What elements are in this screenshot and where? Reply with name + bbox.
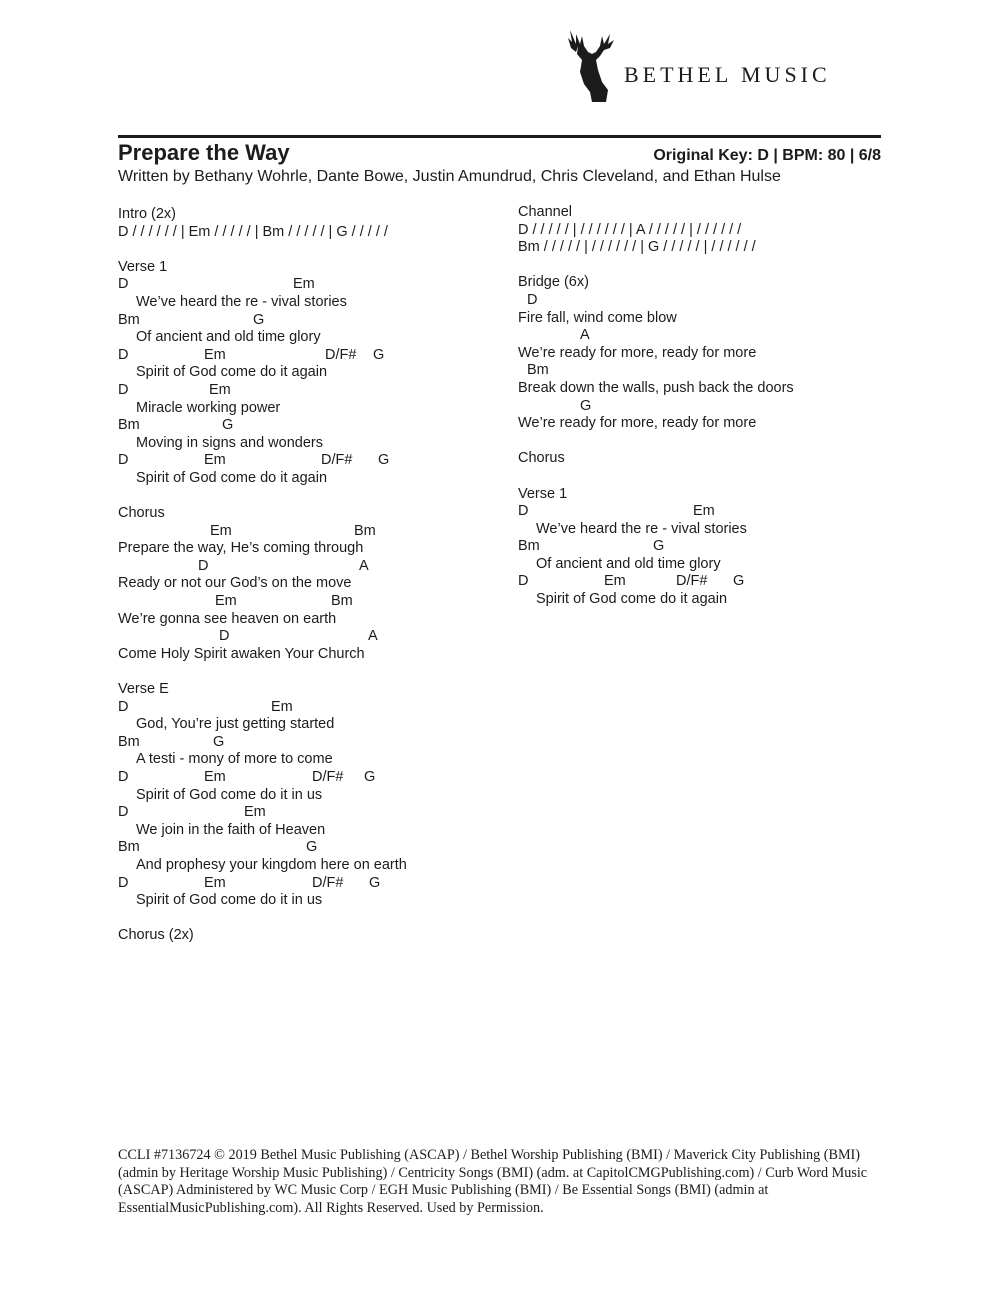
chord-row [118, 699, 508, 717]
chord: A [580, 327, 590, 344]
chord: D/F# [312, 874, 344, 891]
chord: Em [693, 503, 715, 520]
chord-row [118, 804, 508, 822]
section-title: Verse 1 [118, 258, 168, 275]
chord: D [118, 804, 129, 821]
chord-row [118, 417, 508, 435]
lyric-line: We’ve heard the re - vival stories [136, 293, 347, 310]
chord: Em [204, 346, 226, 363]
lyric-line: Spirit of God come do it in us [136, 892, 323, 909]
chord-row [118, 382, 508, 400]
stag-head-icon [562, 28, 616, 104]
chord: Em [210, 522, 232, 539]
chord: Bm [118, 733, 140, 750]
chord: Em [204, 452, 226, 469]
section-title: Bridge (6x) [518, 274, 589, 291]
chord: D [118, 769, 129, 785]
lyric-line: Fire fall, wind come blow [518, 309, 677, 326]
lyric-line: Of ancient and old time glory [536, 555, 721, 572]
chord-row [118, 734, 508, 752]
chord: Em [604, 573, 626, 590]
brand-wordmark: BETHEL MUSIC [624, 62, 831, 87]
chord-row [518, 503, 888, 521]
chord: G [580, 397, 592, 414]
chord: D [219, 628, 230, 645]
chord: D [118, 381, 129, 398]
chord: Em [204, 874, 226, 891]
chord: Em [215, 593, 237, 610]
chord-row [118, 839, 508, 857]
lyric-line: Spirit of God come do it again [136, 364, 328, 381]
chord-row [118, 769, 508, 787]
lyric-line: Spirit of God come do it again [136, 469, 328, 486]
chord: Em [204, 769, 226, 785]
chord: Em [293, 276, 315, 293]
chord: D [518, 573, 529, 590]
chord-row [518, 292, 888, 310]
chord-row [118, 628, 508, 646]
lyric-line: We’re gonna see heaven on earth [118, 610, 337, 627]
chord: D [527, 291, 538, 308]
channel-section [518, 204, 888, 257]
lyric-line: Ready or not our God’s on the move [118, 575, 352, 592]
chord: D [118, 276, 129, 293]
chord: D [198, 557, 209, 574]
lyric-line: We’re ready for more, ready for more [518, 415, 757, 432]
chorus-reference-section [518, 450, 888, 468]
chord: Bm [527, 362, 549, 379]
chord: D [518, 503, 529, 520]
song-writers: Written by Bethany Wohrle, Dante Bowe, Justin Amundrud, Chris Cleveland, and Ethan Hulse [118, 168, 781, 185]
chord-row [518, 327, 888, 345]
chord: A [368, 628, 378, 645]
chord: Bm [118, 311, 140, 328]
chord: D/F# [312, 769, 344, 785]
chord: D [118, 452, 129, 469]
lyric-line: Prepare the way, He’s coming through [118, 540, 364, 557]
section-title: Intro (2x) [118, 206, 177, 222]
chord-row [518, 538, 888, 556]
song-meta: Original Key: D | BPM: 80 | 6/8 [653, 147, 881, 164]
section-title: Verse E [118, 681, 169, 698]
chord-row [118, 452, 508, 470]
intro-chord-line: D / / / / / / | Em / / / / / | Bm / / / / / | G / / / / / [118, 223, 388, 240]
lyric-line: A testi - mony of more to come [136, 751, 333, 768]
chord: G [364, 769, 376, 785]
chord: G [733, 573, 745, 590]
bridge-section [518, 274, 888, 432]
lyric-line: We’ve heard the re - vival stories [536, 520, 747, 537]
section-title: Verse 1 [518, 485, 568, 502]
section-title: Chorus (2x) [118, 927, 194, 944]
chord: Em [271, 698, 293, 715]
chord: D/F# [321, 452, 353, 469]
chord: D [118, 346, 129, 363]
chord: Bm [354, 522, 376, 539]
chord: G [378, 452, 390, 469]
channel-chord-line: Bm / / / / / | / / / / / / | G / / / / / | / / / / / / [518, 239, 756, 256]
lyric-line: Spirit of God come do it again [536, 591, 728, 608]
channel-chord-line: D / / / / / | / / / / / / | A / / / / / | / / / / / / [518, 221, 742, 238]
lyric-line: Come Holy Spirit awaken Your Church [118, 645, 365, 662]
right-column [518, 204, 888, 626]
chord: G [653, 538, 665, 555]
lyric-line: Spirit of God come do it in us [136, 786, 323, 803]
section-title: Chorus [518, 450, 565, 467]
verse1-section [118, 259, 508, 488]
chorus-section [118, 505, 508, 663]
section-title: Chorus [118, 505, 165, 522]
verseE-section [118, 681, 508, 910]
chord-row [518, 573, 888, 591]
chord: D [118, 698, 129, 715]
copyright-footer: CCLI #7136724 © 2019 Bethel Music Publishing (ASCAP) / Bethel Worship Publishing (BMI) / Maverick City Publishing (BMI) (admin by Heritage Worship Music Publishing) / Centricity Songs (BMI) (adm. at CapitolCMGPublishing.com) / Curb Word Music (ASCAP) Administered by WC Music Corp / EGH Music Publishing (BMI) / Be Essential Songs (BMI) (admin at EssentialMusicPublishing.com). All Rights Reserved. Used by Permission. [118, 1147, 868, 1216]
chord: D/F# [676, 573, 708, 590]
lyric-line: God, You’re just getting started [136, 716, 335, 733]
chorus-2x-section [118, 927, 508, 945]
chord-row [118, 276, 508, 294]
chord: D/F# [325, 346, 357, 363]
bethel-music-logo [562, 28, 882, 108]
chord-row [118, 593, 508, 611]
chord: G [306, 839, 318, 856]
intro-section [118, 206, 508, 241]
chord: D [118, 874, 129, 891]
lyric-line: Moving in signs and wonders [136, 434, 323, 451]
chord-row [118, 523, 508, 541]
chord-row [518, 362, 888, 380]
left-column [118, 206, 508, 963]
chord: Bm [118, 417, 140, 434]
chord: Em [209, 381, 231, 398]
chord: G [222, 417, 234, 434]
lyric-line: Of ancient and old time glory [136, 329, 321, 346]
lyric-line: Miracle working power [136, 399, 281, 416]
lyric-line: Break down the walls, push back the doors [518, 379, 794, 396]
chord-row [518, 398, 888, 416]
lyric-line: We join in the faith of Heaven [136, 821, 326, 838]
chord: G [213, 733, 225, 750]
chord: A [359, 557, 369, 574]
section-title: Channel [518, 204, 573, 220]
chord-row [118, 312, 508, 330]
chord: G [253, 311, 265, 328]
chord-row [118, 875, 508, 893]
lyric-line: And prophesy your kingdom here on earth [136, 856, 407, 873]
chord: Em [244, 804, 266, 821]
header-rule [118, 135, 881, 138]
chord-row [118, 558, 508, 576]
song-title: Prepare the Way [118, 140, 290, 165]
chord: Bm [331, 593, 353, 610]
chord: Bm [118, 839, 140, 856]
chord: G [369, 874, 381, 891]
chord: G [373, 346, 385, 363]
chord: Bm [518, 538, 540, 555]
verse1-reprise-section [518, 486, 888, 609]
lyric-line: We’re ready for more, ready for more [518, 344, 757, 361]
chord-row [118, 347, 508, 365]
